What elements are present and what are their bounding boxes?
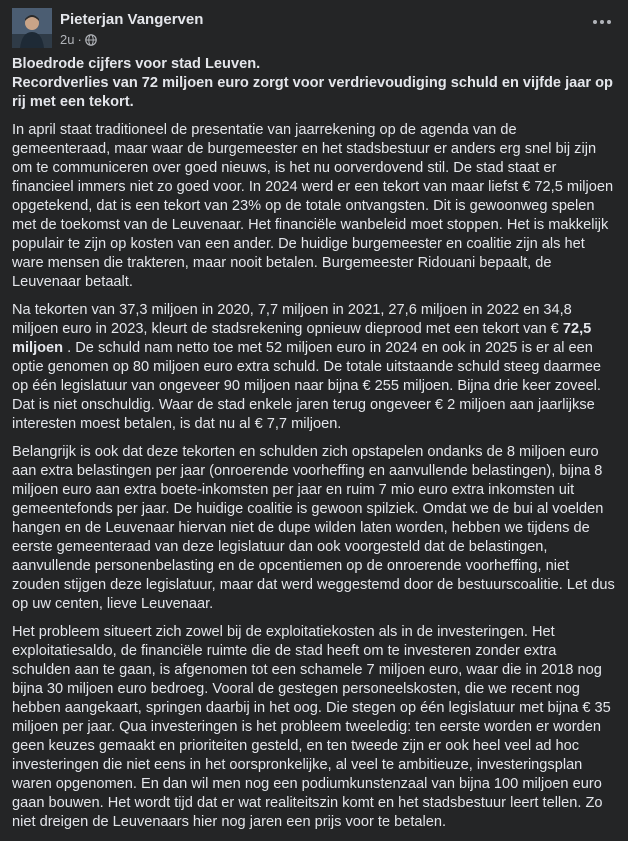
paragraph-2-highlight: 72,5 miljoen <box>12 321 592 356</box>
paragraph-3: Belangrijk is ook dat deze tekorten en schulden zich opstapelen ondanks de 8 miljoen euro aan extra belastingen per jaar (onroerende voorheffing en aanvullende belastingen), bijna 8 miljoen euro aan extra boete-inkomsten per jaar en ruim 7 mio euro extra inkomsten uit gemeentefonds per jaar. De huidige coalitie is gewoon spilziek. Omdat we de bui al voelden hangen en de Leuvenaar hiervan niet de dupe wilden laten worden, hebben we tijdens de eerste gemeenteraad van deze legislatuur dan ook voorgesteld dat de belastingen, aanvullende personenbelasting en de opcentiemen op de onroerende voorheffing, niet zouden stijgen deze legislatuur, maar dat werd weggestemd door de bestuurscoalitie. Let dus op uw centen, lieve Leuvenaar. <box>12 444 615 612</box>
paragraph-2 <box>12 301 616 434</box>
meta-separator: · <box>77 32 82 47</box>
author-avatar[interactable] <box>12 8 52 48</box>
post-meta <box>60 32 97 47</box>
post-timestamp[interactable]: 2u <box>60 32 75 47</box>
post-header <box>12 8 616 48</box>
post-title <box>12 55 616 112</box>
post-title-line2: Recordverlies van 72 miljoen euro zorgt voor verdrievoudiging schuld en vijfde jaar op rij met een tekort. <box>12 75 613 110</box>
paragraph-4: Het probleem situeert zich zowel bij de exploitatiekosten als in de investeringen. Het exploitatiesaldo, de financiële ruimte die de stad heeft om te investeren zonder extra schulden aan te gaan, is afgenomen tot een schamele 7 miljoen euro, waar die in 2018 nog bijna 30 miljoen euro bedroeg. Vooral de gestegen personeelskosten, die we recent nog hebben aangekaart, springen daarbij in het oog. Die stegen op één legislatuur met bijna € 35 miljoen per jaar. Qua investeringen is het probleem tweeledig: ten eerste worden er worden geen keuzes gemaakt en prioriteiten gesteld, en ten tweede zijn er ook heel veel ad hoc investeringen die niet eens in het oorspronkelijke, al veel te ambitieuze, investeringsplan waren opgenomen. En dan wil men nog een podiumkunstenzaal van bijna 100 miljoen euro gaan bouwen. Het wordt tijd dat er wat realiteitszin komt en het stadsbestuur leert tellen. Zo niet dreigen de Leuvenaars hier nog jaren een prijs voor te betalen. <box>12 624 611 830</box>
paragraph-1: In april staat traditioneel de presentatie van jaarrekening op de agenda van de gemeenteraad, maar waar de burgemeester en het stadsbestuur er anders erg snel bij zijn om te communiceren over goed nieuws, is het nu oorverdovend stil. De stad staat er financieel immers niet zo goed voor. In 2024 werd er een tekort van maar liefst € 72,5 miljoen opgetekend, dat is een tekort van 23% op de totale ontvangsten. Dit is gewoonweg spelen met de toekomst van de Leuvenaar. Het financiële wanbeleid moet stoppen. Het is makkelijk populair te zijn op kosten van een ander. De huidige burgemeester en coalitie zijn als het ware mensen die trakteren, maar nooit betalen. Burgemeester Ridouani bepaalt, de Leuvenaar betaalt. <box>12 122 614 290</box>
paragraph-2-start: Na tekorten van 37,3 miljoen in 2020, 7,7 miljoen in 2021, 27,6 miljoen in 2022 en 34,8 miljoen euro in 2023, kleurt de stadsrekening opnieuw dieprood met een tekort van € <box>12 302 572 337</box>
post-title-line1: Bloedrode cijfers voor stad Leuven. <box>12 56 261 72</box>
paragraph-2-end: . De schuld nam netto toe met 52 miljoen euro in 2024 en ook in 2025 is er al een optie genomen op 80 miljoen euro extra schuld. De totale uitstaande schuld steeg daarmee op één legislatuur van ongeveer 90 miljoen naar bijna € 255 miljoen. Bijna drie keer zoveel. Dat is niet onschuldig. Waar de stad enkele jaren terug ongeveer € 2 miljoen aan jaarlijkse interesten moest betalen, is dat nu al € 7,7 miljoen. <box>12 340 601 432</box>
globe-icon[interactable] <box>85 34 97 46</box>
post-body <box>12 55 616 841</box>
author-name[interactable]: Pieterjan Vangerven <box>60 11 204 28</box>
more-options-icon[interactable] <box>590 10 614 34</box>
